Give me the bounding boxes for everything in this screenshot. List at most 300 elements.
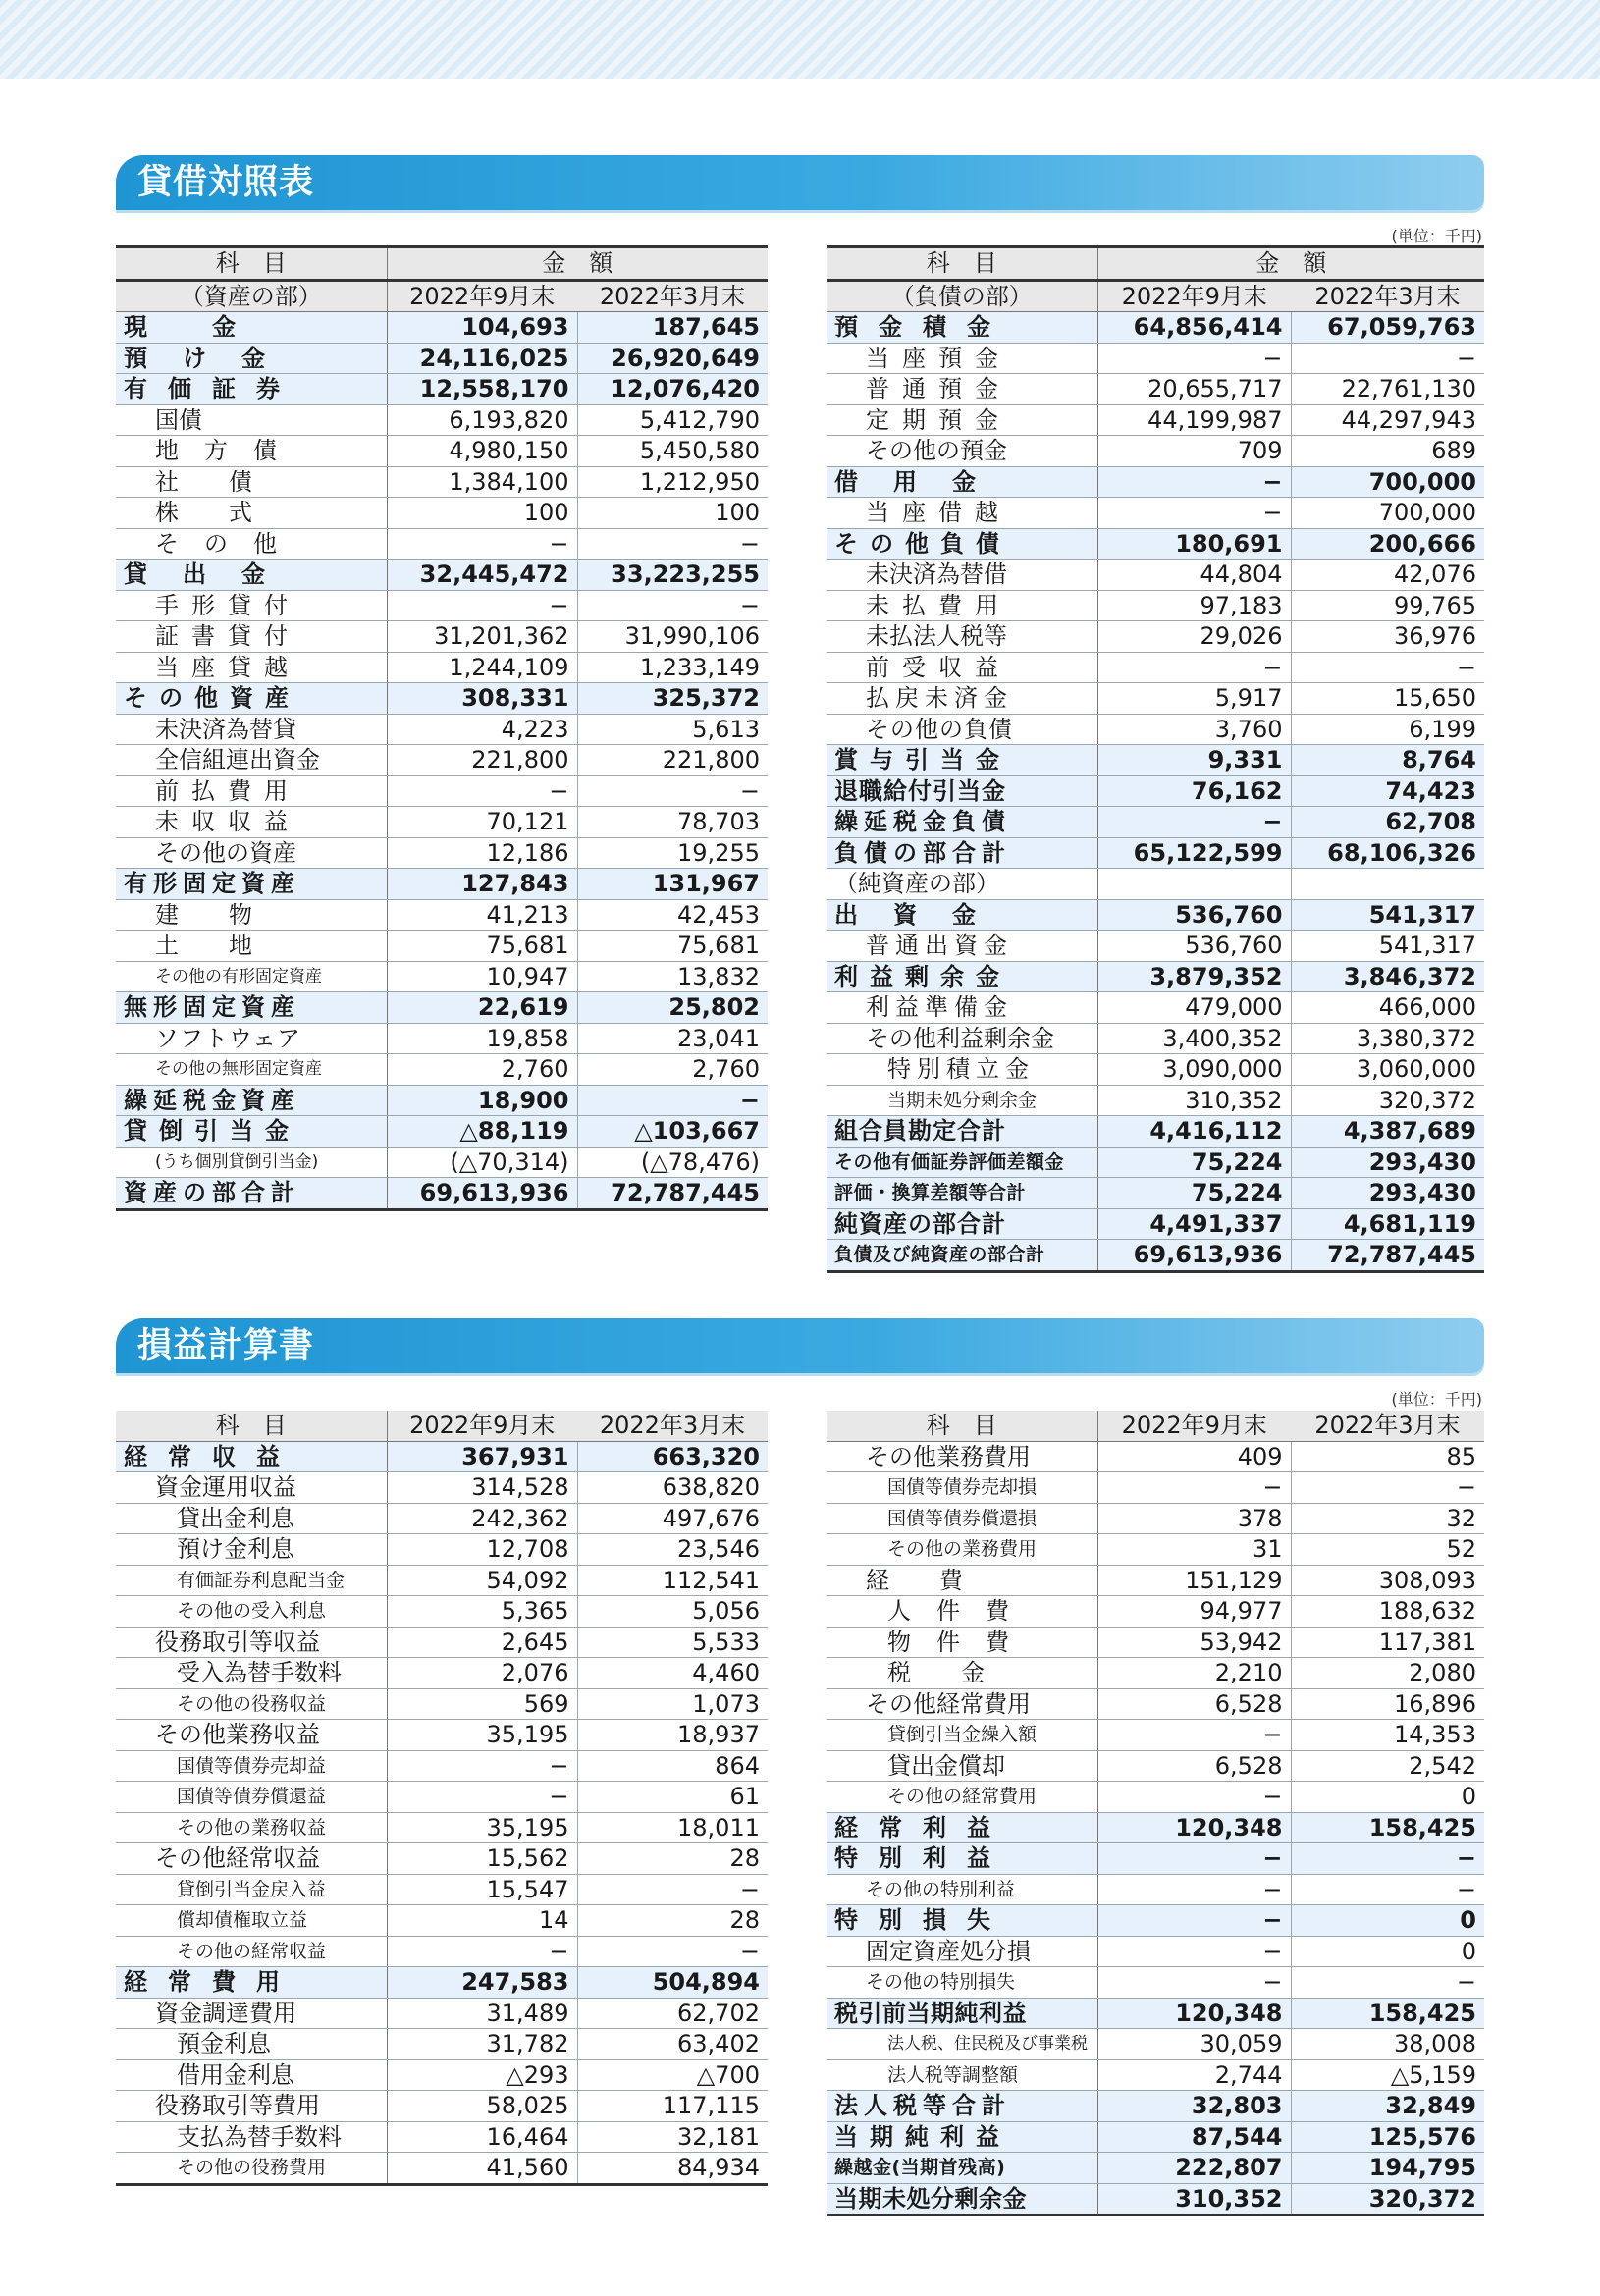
- table-row: [116, 1116, 768, 1148]
- table-row: [116, 1054, 768, 1086]
- value-sep-2022: −: [1097, 1843, 1291, 1875]
- value-sep-2022: −: [387, 528, 577, 560]
- value-mar-2022: 3,060,000: [1291, 1054, 1484, 1086]
- row-label: 役務取引等収益: [116, 1627, 387, 1658]
- value-mar-2022: −: [1291, 1843, 1484, 1875]
- value-sep-2022: 75,681: [387, 931, 577, 962]
- value-mar-2022: △103,667: [577, 1116, 768, 1148]
- value-mar-2022: 158,425: [1291, 1998, 1484, 2029]
- value-mar-2022: 5,056: [577, 1596, 768, 1628]
- table-row: [116, 1596, 768, 1628]
- table-row: [116, 1472, 768, 1504]
- value-sep-2022: 94,977: [1097, 1596, 1291, 1628]
- table-row: [116, 2029, 768, 2060]
- row-label: その他資産: [116, 683, 387, 715]
- table-row: [827, 1240, 1484, 1272]
- value-sep-2022: 75,224: [1097, 1147, 1291, 1178]
- header-item: 科 目: [116, 247, 387, 281]
- table-row: [116, 621, 768, 653]
- value-sep-2022: [1097, 869, 1291, 900]
- row-label: 法人税、住民税及び事業税: [827, 2029, 1097, 2060]
- value-mar-2022: 1,233,149: [577, 652, 768, 683]
- value-sep-2022: 35,195: [387, 1812, 577, 1843]
- table-row: [116, 2091, 768, 2122]
- table-row: [827, 2091, 1484, 2122]
- row-label: 有価証券: [116, 374, 387, 405]
- row-label: 繰延税金資産: [116, 1085, 387, 1116]
- value-mar-2022: 541,317: [1291, 899, 1484, 931]
- table-row: [827, 1998, 1484, 2029]
- row-label: 役務取引等費用: [116, 2091, 387, 2122]
- value-sep-2022: 100: [387, 498, 577, 529]
- value-mar-2022: 638,820: [577, 1472, 768, 1504]
- value-mar-2022: 18,011: [577, 1812, 768, 1843]
- value-sep-2022: 35,195: [387, 1720, 577, 1751]
- table-row: [827, 745, 1484, 776]
- value-sep-2022: 31,489: [387, 1998, 577, 2029]
- value-sep-2022: 314,528: [387, 1472, 577, 1504]
- row-label: 経常費用: [116, 1967, 387, 1999]
- value-sep-2022: 29,026: [1097, 621, 1291, 653]
- table-row: [116, 652, 768, 683]
- row-label: その他の預金: [827, 436, 1097, 467]
- value-sep-2022: −: [1097, 1720, 1291, 1751]
- value-sep-2022: 30,059: [1097, 2029, 1291, 2060]
- value-sep-2022: −: [387, 1782, 577, 1813]
- table-row: [116, 1998, 768, 2029]
- value-sep-2022: 569: [387, 1688, 577, 1720]
- row-label: 貸倒引当金繰入額: [827, 1720, 1097, 1751]
- column-header-period: 2022年3月末: [1291, 1411, 1484, 1441]
- row-label: 借用金利息: [116, 2059, 387, 2091]
- value-mar-2022: 700,000: [1291, 466, 1484, 498]
- table-row: [827, 931, 1484, 962]
- row-label: その他の特別利益: [827, 1874, 1097, 1905]
- table-row: [827, 869, 1484, 900]
- value-sep-2022: 41,560: [387, 2153, 577, 2185]
- row-label: その他業務収益: [116, 1720, 387, 1751]
- value-mar-2022: 187,645: [577, 312, 768, 344]
- row-label: 国債: [116, 404, 387, 436]
- value-sep-2022: −: [1097, 652, 1291, 683]
- value-mar-2022: 74,423: [1291, 775, 1484, 807]
- value-sep-2022: −: [1097, 343, 1291, 374]
- value-sep-2022: 3,879,352: [1097, 961, 1291, 992]
- table-row: [827, 1534, 1484, 1566]
- value-mar-2022: 8,764: [1291, 745, 1484, 776]
- value-sep-2022: △88,119: [387, 1116, 577, 1148]
- column-header-period: 2022年9月末: [387, 280, 577, 312]
- row-label: 預け金利息: [116, 1534, 387, 1566]
- value-sep-2022: 127,843: [387, 869, 577, 900]
- value-mar-2022: −: [577, 775, 768, 807]
- column-header-period: 2022年9月末: [1097, 1411, 1291, 1441]
- value-mar-2022: 28: [577, 1905, 768, 1937]
- value-mar-2022: △5,159: [1291, 2059, 1484, 2091]
- value-mar-2022: 22,761,130: [1291, 374, 1484, 405]
- value-mar-2022: 67,059,763: [1291, 312, 1484, 344]
- table-row: [827, 1565, 1484, 1596]
- value-sep-2022: 3,400,352: [1097, 1023, 1291, 1054]
- row-label: 未決済為替貸: [116, 714, 387, 745]
- row-label: 未払費用: [827, 590, 1097, 621]
- table-row: [827, 992, 1484, 1024]
- value-mar-2022: −: [577, 528, 768, 560]
- table-row: [827, 1208, 1484, 1240]
- table-row: [116, 466, 768, 498]
- row-label: 当期純利益: [827, 2121, 1097, 2153]
- table-row: [827, 2059, 1484, 2091]
- value-sep-2022: 20,655,717: [1097, 374, 1291, 405]
- table-row: [116, 992, 768, 1024]
- row-label: 全信組連出資金: [116, 745, 387, 776]
- table-row: [116, 343, 768, 374]
- table-row: [827, 775, 1484, 807]
- row-label: （純資産の部）: [827, 869, 1097, 900]
- row-label: その他有価証券評価差額金: [827, 1147, 1097, 1178]
- row-label: 預け金: [116, 343, 387, 374]
- table-row: [827, 1627, 1484, 1658]
- value-mar-2022: 23,041: [577, 1023, 768, 1054]
- table-row: [827, 560, 1484, 591]
- table-row: [116, 1565, 768, 1596]
- value-sep-2022: 44,199,987: [1097, 404, 1291, 436]
- value-sep-2022: 5,917: [1097, 683, 1291, 715]
- value-sep-2022: 41,213: [387, 899, 577, 931]
- value-sep-2022: 2,076: [387, 1658, 577, 1689]
- value-sep-2022: 221,800: [387, 745, 577, 776]
- table-row: [116, 528, 768, 560]
- row-label: その他業務費用: [827, 1441, 1097, 1472]
- row-label: 預金積金: [827, 312, 1097, 344]
- row-label: 純資産の部合計: [827, 1208, 1097, 1240]
- row-label: 資金調達費用: [116, 1998, 387, 2029]
- value-sep-2022: 4,223: [387, 714, 577, 745]
- column-header-item: 科 目: [116, 1411, 387, 1441]
- row-label: 人件費: [827, 1596, 1097, 1628]
- table-row: [116, 1658, 768, 1689]
- row-label: 組合員勘定合計: [827, 1116, 1097, 1148]
- value-sep-2022: 242,362: [387, 1503, 577, 1534]
- value-mar-2022: 26,920,649: [577, 343, 768, 374]
- row-label: 未収収益: [116, 807, 387, 838]
- income-statement-banner: [116, 1318, 1484, 1373]
- value-sep-2022: −: [1097, 1782, 1291, 1813]
- value-sep-2022: −: [387, 775, 577, 807]
- column-header-item: 科 目: [827, 1411, 1097, 1441]
- row-label: 有価証券利息配当金: [116, 1565, 387, 1596]
- row-label: 前払費用: [116, 775, 387, 807]
- row-label: 貸出金利息: [116, 1503, 387, 1534]
- row-label: 社債: [116, 466, 387, 498]
- value-sep-2022: 310,352: [1097, 1085, 1291, 1116]
- row-label: 評価・換算差額等合計: [827, 1178, 1097, 1209]
- value-sep-2022: 247,583: [387, 1967, 577, 1999]
- value-sep-2022: 12,708: [387, 1534, 577, 1566]
- income-statement-expense-table: [827, 1411, 1484, 2216]
- header-amount: 金 額: [387, 247, 768, 281]
- column-header-row: [827, 1411, 1484, 1441]
- table-row: [827, 528, 1484, 560]
- table-row: [827, 1874, 1484, 1905]
- value-sep-2022: 367,931: [387, 1441, 577, 1472]
- value-sep-2022: 222,807: [1097, 2153, 1291, 2184]
- column-header-row: [116, 1411, 768, 1441]
- table-row: [116, 404, 768, 436]
- value-sep-2022: 1,244,109: [387, 652, 577, 683]
- value-mar-2022: △700: [577, 2059, 768, 2091]
- value-sep-2022: 87,544: [1097, 2121, 1291, 2153]
- row-label: その他負債: [827, 528, 1097, 560]
- value-sep-2022: 709: [1097, 436, 1291, 467]
- table-row: [827, 1658, 1484, 1689]
- row-label: その他経常収益: [116, 1843, 387, 1875]
- value-mar-2022: 466,000: [1291, 992, 1484, 1024]
- value-mar-2022: [1291, 869, 1484, 900]
- value-sep-2022: −: [387, 590, 577, 621]
- value-sep-2022: 3,090,000: [1097, 1054, 1291, 1086]
- value-sep-2022: 151,129: [1097, 1565, 1291, 1596]
- row-label: ソフトウェア: [116, 1023, 387, 1054]
- table-row: [827, 1812, 1484, 1843]
- value-mar-2022: 42,453: [577, 899, 768, 931]
- value-mar-2022: 194,795: [1291, 2153, 1484, 2184]
- value-mar-2022: 4,681,119: [1291, 1208, 1484, 1240]
- value-mar-2022: 16,896: [1291, 1688, 1484, 1720]
- balance-sheet-banner: [116, 155, 1484, 210]
- row-label: その他の経常収益: [116, 1936, 387, 1967]
- value-mar-2022: 44,297,943: [1291, 404, 1484, 436]
- table-row: [116, 312, 768, 344]
- row-label: その他の業務費用: [827, 1534, 1097, 1566]
- value-mar-2022: 31,990,106: [577, 621, 768, 653]
- row-label: 償却債権取立益: [116, 1905, 387, 1937]
- value-sep-2022: 2,645: [387, 1627, 577, 1658]
- value-mar-2022: 78,703: [577, 807, 768, 838]
- value-mar-2022: 5,613: [577, 714, 768, 745]
- value-mar-2022: 158,425: [1291, 1812, 1484, 1843]
- value-mar-2022: 3,846,372: [1291, 961, 1484, 992]
- row-label: 支払為替手数料: [116, 2121, 387, 2153]
- table-row: [827, 404, 1484, 436]
- income-statement-revenue-table: [116, 1411, 768, 2186]
- row-label: 国債等債券売却益: [116, 1750, 387, 1782]
- value-mar-2022: 325,372: [577, 683, 768, 715]
- row-label: その他の特別損失: [827, 1967, 1097, 1999]
- balance-sheet-unit: (単位：千円): [1391, 227, 1482, 245]
- row-label: 借用金: [827, 466, 1097, 498]
- table-row: [827, 590, 1484, 621]
- value-mar-2022: 36,976: [1291, 621, 1484, 653]
- table-row: [116, 837, 768, 869]
- table-row: [116, 1812, 768, 1843]
- value-sep-2022: 308,331: [387, 683, 577, 715]
- table-row: [116, 1688, 768, 1720]
- value-mar-2022: 3,380,372: [1291, 1023, 1484, 1054]
- value-mar-2022: 5,450,580: [577, 436, 768, 467]
- row-label: その他利益剰余金: [827, 1023, 1097, 1054]
- row-label: 有形固定資産: [116, 869, 387, 900]
- value-mar-2022: 32: [1291, 1503, 1484, 1534]
- table-row: [116, 1750, 768, 1782]
- row-label: 特別損失: [827, 1905, 1097, 1937]
- table-row: [827, 1023, 1484, 1054]
- value-sep-2022: 310,352: [1097, 2183, 1291, 2216]
- table-row: [827, 1967, 1484, 1999]
- table-row: [116, 1905, 768, 1937]
- value-mar-2022: −: [577, 1085, 768, 1116]
- table-row: [116, 1441, 768, 1472]
- value-mar-2022: 308,093: [1291, 1565, 1484, 1596]
- value-mar-2022: 117,115: [577, 2091, 768, 2122]
- value-mar-2022: 18,937: [577, 1720, 768, 1751]
- row-label: 地方債: [116, 436, 387, 467]
- value-sep-2022: 64,856,414: [1097, 312, 1291, 344]
- value-sep-2022: 97,183: [1097, 590, 1291, 621]
- value-mar-2022: 25,802: [577, 992, 768, 1024]
- value-mar-2022: 293,430: [1291, 1178, 1484, 1209]
- value-sep-2022: −: [1097, 1936, 1291, 1967]
- value-sep-2022: 53,942: [1097, 1627, 1291, 1658]
- value-sep-2022: 14: [387, 1905, 577, 1937]
- row-label: その他の資産: [116, 837, 387, 869]
- row-label: 国債等債券売却損: [827, 1472, 1097, 1504]
- table-row: [827, 1720, 1484, 1751]
- table-row: [116, 683, 768, 715]
- table-row: [116, 899, 768, 931]
- value-sep-2022: 104,693: [387, 312, 577, 344]
- table-row: [827, 1750, 1484, 1782]
- table-row: [116, 436, 768, 467]
- value-sep-2022: 70,121: [387, 807, 577, 838]
- value-mar-2022: 112,541: [577, 1565, 768, 1596]
- value-sep-2022: 536,760: [1097, 931, 1291, 962]
- table-row: [827, 1843, 1484, 1875]
- row-label: 当座預金: [827, 343, 1097, 374]
- row-label: 負債及び純資産の部合計: [827, 1240, 1097, 1272]
- value-mar-2022: 12,076,420: [577, 374, 768, 405]
- row-label: 普通出資金: [827, 931, 1097, 962]
- header-stripe: [0, 0, 1600, 79]
- balance-sheet-liabilities-table: [827, 245, 1484, 1273]
- row-label: 貸出金: [116, 560, 387, 591]
- column-header-item: （負債の部）: [827, 280, 1097, 312]
- value-sep-2022: 409: [1097, 1441, 1291, 1472]
- row-label: 利益剰余金: [827, 961, 1097, 992]
- column-header-period: 2022年3月末: [577, 280, 768, 312]
- column-header-row: [827, 280, 1484, 312]
- value-sep-2022: 5,365: [387, 1596, 577, 1628]
- value-sep-2022: 120,348: [1097, 1812, 1291, 1843]
- table-row: [116, 1503, 768, 1534]
- table-row: [827, 1936, 1484, 1967]
- balance-sheet-assets-table: [116, 245, 768, 1211]
- table-row: [116, 1147, 768, 1178]
- value-mar-2022: 117,381: [1291, 1627, 1484, 1658]
- value-sep-2022: 3,760: [1097, 714, 1291, 745]
- value-mar-2022: 0: [1291, 1936, 1484, 1967]
- table-row: [116, 961, 768, 992]
- table-row: [827, 1905, 1484, 1937]
- table-row: [116, 1843, 768, 1875]
- value-mar-2022: 13,832: [577, 961, 768, 992]
- value-mar-2022: 125,576: [1291, 2121, 1484, 2153]
- table-row: [827, 2029, 1484, 2060]
- row-label: 国債等債券償還益: [116, 1782, 387, 1813]
- value-sep-2022: 4,980,150: [387, 436, 577, 467]
- value-sep-2022: 58,025: [387, 2091, 577, 2122]
- row-label: 負債の部合計: [827, 837, 1097, 869]
- table-row: [827, 2183, 1484, 2216]
- table-row: [827, 312, 1484, 344]
- value-sep-2022: 120,348: [1097, 1998, 1291, 2029]
- table-row: [827, 837, 1484, 869]
- table-row: [116, 1720, 768, 1751]
- value-sep-2022: −: [1097, 1874, 1291, 1905]
- table-row: [116, 374, 768, 405]
- table-row: [116, 1534, 768, 1566]
- value-mar-2022: 23,546: [577, 1534, 768, 1566]
- row-label: 資金運用収益: [116, 1472, 387, 1504]
- value-sep-2022: 31: [1097, 1534, 1291, 1566]
- value-sep-2022: 2,760: [387, 1054, 577, 1086]
- value-sep-2022: −: [1097, 1967, 1291, 1999]
- row-label: (うち個別貸倒引当金): [116, 1147, 387, 1178]
- row-label: 払戻未済金: [827, 683, 1097, 715]
- row-label: 繰延税金負債: [827, 807, 1097, 838]
- row-label: 特別利益: [827, 1843, 1097, 1875]
- table-row: [116, 1967, 768, 1999]
- value-mar-2022: 497,676: [577, 1503, 768, 1534]
- row-label: その他の役務費用: [116, 2153, 387, 2185]
- value-sep-2022: 32,803: [1097, 2091, 1291, 2122]
- value-mar-2022: 2,542: [1291, 1750, 1484, 1782]
- value-mar-2022: 4,460: [577, 1658, 768, 1689]
- value-sep-2022: 18,900: [387, 1085, 577, 1116]
- value-sep-2022: 69,613,936: [1097, 1240, 1291, 1272]
- value-sep-2022: −: [387, 1936, 577, 1967]
- table-row: [827, 714, 1484, 745]
- table-row: [827, 1441, 1484, 1472]
- value-mar-2022: (△78,476): [577, 1147, 768, 1178]
- header-amount: 金 額: [1097, 247, 1484, 281]
- value-sep-2022: 378: [1097, 1503, 1291, 1534]
- value-sep-2022: 9,331: [1097, 745, 1291, 776]
- value-sep-2022: 2,210: [1097, 1658, 1291, 1689]
- value-mar-2022: 320,372: [1291, 2183, 1484, 2216]
- value-sep-2022: 31,782: [387, 2029, 577, 2060]
- table-row: [116, 745, 768, 776]
- value-mar-2022: 32,181: [577, 2121, 768, 2153]
- row-label: 経常収益: [116, 1441, 387, 1472]
- value-mar-2022: 68,106,326: [1291, 837, 1484, 869]
- row-label: 現金: [116, 312, 387, 344]
- row-label: 出資金: [827, 899, 1097, 931]
- value-mar-2022: 42,076: [1291, 560, 1484, 591]
- row-label: その他の無形固定資産: [116, 1054, 387, 1086]
- value-sep-2022: 19,858: [387, 1023, 577, 1054]
- value-mar-2022: 1,212,950: [577, 466, 768, 498]
- row-label: 未払法人税等: [827, 621, 1097, 653]
- value-sep-2022: 69,613,936: [387, 1178, 577, 1210]
- table-row: [116, 807, 768, 838]
- value-mar-2022: 19,255: [577, 837, 768, 869]
- column-header-row: [116, 280, 768, 312]
- value-mar-2022: 72,787,445: [577, 1178, 768, 1210]
- row-label: 当期未処分剰余金: [827, 1085, 1097, 1116]
- row-label: 当座貸越: [116, 652, 387, 683]
- row-label: その他: [116, 528, 387, 560]
